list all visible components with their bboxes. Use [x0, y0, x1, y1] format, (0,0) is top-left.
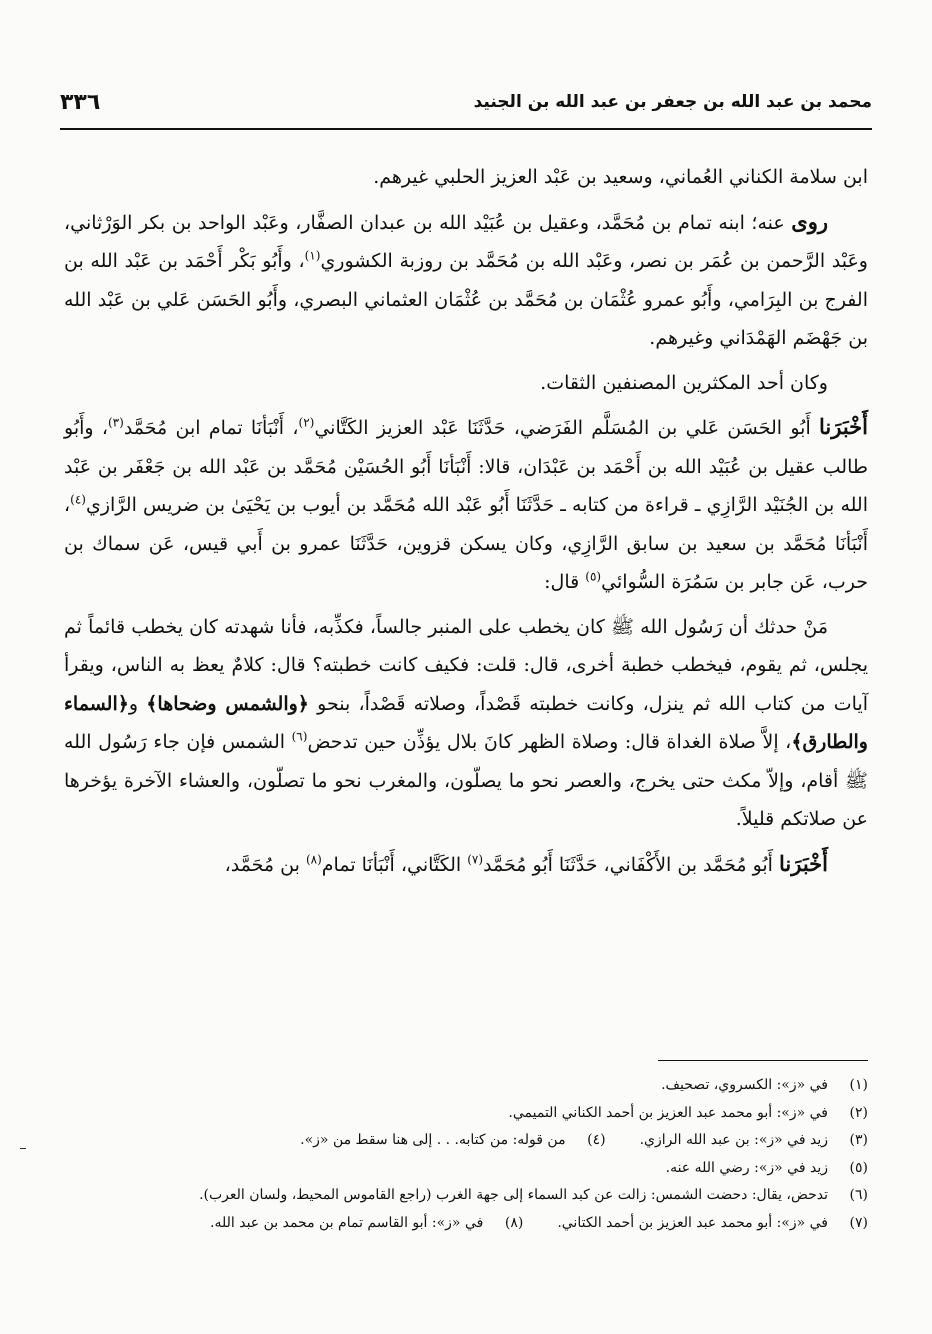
- page-header: [60, 82, 872, 122]
- footnote-ref-6[interactable]: (٦): [291, 729, 308, 744]
- footnote-4: [300, 1127, 605, 1155]
- footnote-number: (١): [849, 1077, 868, 1093]
- footnote-row-3-4: [64, 1127, 868, 1155]
- paragraph-text: ، وأَبُو بَكْر أَحْمَد بن عَبْد الله بن الفرج بن البِرَامي، وأَبُو عمرو عُثْمَان بن مُحَمَّد بن عُثْمَان العثماني البصري، وأَبُو الحَسَن عَلي بن عَبْد الله بن جَهْضَم الهَمْدَاني وغيرهم.: [64, 250, 868, 349]
- footnote-ref-5[interactable]: (٥): [585, 569, 602, 584]
- footnote-ref-1[interactable]: (١): [304, 248, 321, 263]
- paragraph-text: بن مُحَمَّد،: [224, 853, 306, 876]
- paragraph-text: ، أَنْبَأنَا مُحَمَّد بن سعيد بن سابق الرَّازِي، وكان يسكن قزوين، حَدَّثَنَا عمرو بن أَبي قيس، عَن سماك بن حرب، عَن جابر بن سَمُرَة السُّوائي: [64, 494, 868, 593]
- footnote-7: [557, 1210, 868, 1238]
- paragraph-1: ابن سلامة الكناني العُماني، وسعيد بن عَبْد العزيز الحلبي غيرهم.: [373, 166, 868, 188]
- footnote-text: زيد في «ز»: بن عبد الله الرازي.: [639, 1132, 828, 1148]
- footnote-number: (٦): [849, 1187, 868, 1203]
- footnote-ref-8[interactable]: (٨): [305, 852, 322, 867]
- margin-mark: [20, 1148, 26, 1149]
- footnote-number: (٢): [849, 1104, 868, 1121]
- footnote-text: في «ز»: الكسروي، تصحيف.: [661, 1077, 828, 1093]
- footnote-ref-3[interactable]: (٣): [107, 415, 124, 430]
- header-rule: [60, 128, 872, 130]
- footnote-text: زيد في «ز»: رضي الله عنه.: [665, 1159, 828, 1176]
- footnote-2: [64, 1100, 868, 1128]
- paragraph-text: ، وأَبُو طالب عقيل بن عُبَيْد الله بن أَحْمَد بن عَبْدَان، قالا: أَنْبَأنَا أَبُو الحُسَيْن مُحَمَّد بن عَبْد الله بن جَعْفَر بن عَبْد الله بن الجُنَيْد الرَّازِي ـ قراءة من كتابه ـ حَدَّثَنَا أَبُو عَبْد الله مُحَمَّد بن أيوب بن يَحْيَىٰ بن ضريس الرَّازي: [64, 417, 868, 516]
- footnote-ref-4[interactable]: (٤): [70, 492, 86, 507]
- paragraph-5: [64, 608, 868, 839]
- footnote-3: [640, 1127, 868, 1155]
- paragraph-3: وكان أحد المكثرين المصنفين الثقات.: [540, 371, 828, 394]
- paragraph-lead-word: أَخْبَرَنا: [779, 850, 828, 876]
- paragraph-text: ، إلاَّ صلاة الغداة قال: وصلاة الظهر كانَ بلال يؤذِّن حين تدحض: [307, 731, 792, 753]
- page-number: ٣٣٦: [60, 89, 101, 115]
- paragraph-text: ، أَنْبَأنَا تمام ابن مُحَمَّد: [123, 417, 299, 439]
- footnote-text: في «ز»: أبو محمد عبد العزيز بن أحمد الكتاني.: [557, 1214, 828, 1231]
- footnote-number: (٨): [504, 1214, 524, 1231]
- footnote-text: في «ز»: أبو القاسم تمام بن محمد بن عبد الله.: [210, 1214, 484, 1231]
- footnote-5: [64, 1155, 868, 1183]
- paragraph-6: [64, 845, 868, 885]
- footnote-text: من قوله: من كتابه. . . إلى هنا سقط من «ز».: [300, 1132, 566, 1148]
- footnote-ref-2[interactable]: (٢): [298, 415, 315, 430]
- paragraph-text: مَنْ حدثك أن رَسُول الله ﷺ كان يخطب على المنبر جالساً، فكذِّبه، فأنا شهدته كان يخطب قائماً ثم يجلس، ثم يقوم، فيخطب خطبة أخرى، قال: قلت: فكيف كانت خطبته؟ قال: كلامٌ يعظ به الناس، ويقرأ آيات من كتاب الله ثم ينزل، وكانت خطبته قَصْداً، وصلاته قَصْداً، بنحو: [64, 615, 869, 715]
- footnote-number: (٣): [849, 1132, 868, 1148]
- footnote-6: [64, 1182, 868, 1210]
- running-title: محمد بن عبد الله بن جعفر بن عبد الله بن الجنيد: [473, 92, 872, 112]
- footnote-text: في «ز»: أبو محمد عبد العزيز بن أحمد الكناني التميمي.: [508, 1104, 828, 1121]
- paragraph-lead-word: أَخْبَرَنا: [819, 414, 868, 439]
- paragraph-text: قال:: [544, 571, 586, 593]
- footnote-number: (٥): [849, 1159, 868, 1176]
- footnote-8: [210, 1210, 523, 1238]
- quran-verse-ref: ﴿والشمس وضحاها﴾: [146, 692, 309, 715]
- footnote-number: (٧): [849, 1214, 868, 1231]
- paragraph-4: [64, 408, 868, 602]
- paragraph-text: أَبُو الحَسَن عَلي بن المُسَلَّم الفَرَضي، حَدَّثَنَا عَبْد العزيز الكَتَّاني: [314, 417, 820, 439]
- paragraph-2: [64, 203, 868, 358]
- paragraph-text: عنه؛ ابنه تمام بن مُحَمَّد، وعقيل بن عُبَيْد الله بن عبدان الصفَّار، وعَبْد الواحد بن بكر الوَرْثاني، وعَبْد الرَّحمن بن عُمَر بن نصر، وعَبْد الله بن مُحَمَّد بن روزبة الكشوري: [64, 211, 868, 272]
- paragraph-lead-word: روى: [791, 208, 828, 234]
- paragraph-text: الكَتَّاني، أَنْبَأنَا تمام: [321, 853, 468, 876]
- paragraph-text: و: [128, 692, 147, 715]
- paragraph-text: أَبُو مُحَمَّد بن الأَكْفَاني، حَدَّثَنَا أَبُو مُحَمَّد: [483, 853, 780, 876]
- footnote-row-7-8: [64, 1210, 868, 1238]
- footnote-text: تدحض، يقال: دحضت الشمس: زالت عن كبد السماء إلى جهة الغرب (راجع القاموس المحيط، ولسان العرب).: [199, 1187, 828, 1203]
- footnote-1: [64, 1072, 868, 1100]
- footnote-separator: [658, 1060, 868, 1061]
- main-text: [64, 158, 868, 884]
- paragraph-text: الشمس فإن جاء رَسُول الله ﷺ أقام، وإلاّ مكث حتى يخرج، والعصر نحو ما يصلّون، والمغرب نحو ما تصلّون، والعشاء الآخرة يؤخرها عن صلاتكم قليلاً.: [64, 731, 868, 830]
- footnotes: [64, 1072, 868, 1237]
- footnote-ref-7[interactable]: (٧): [467, 852, 484, 867]
- footnote-number: (٤): [587, 1132, 606, 1148]
- quran-verse-ref: ﴿السماء والطارق﴾: [64, 692, 868, 753]
